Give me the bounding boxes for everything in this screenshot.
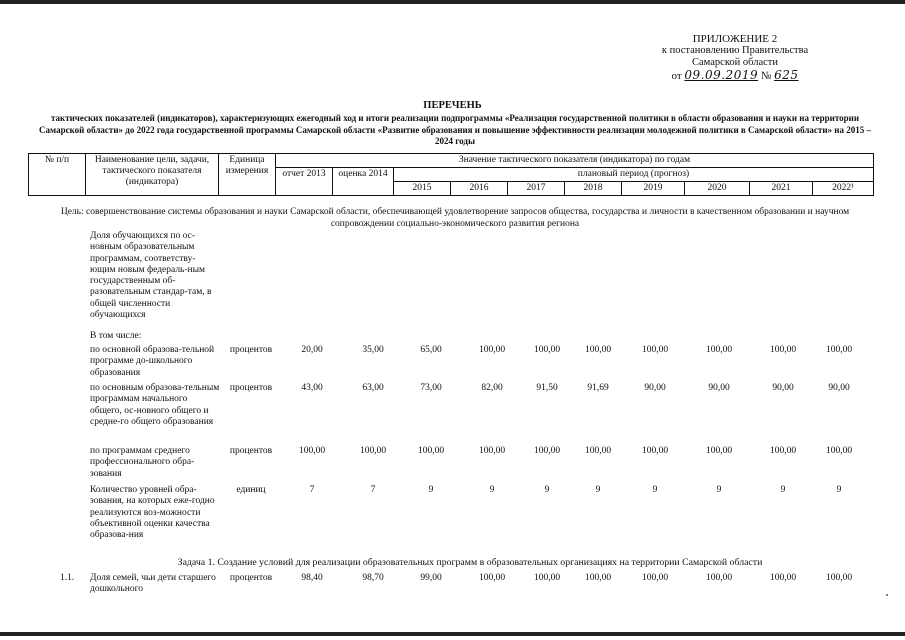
row-value: 100,00	[825, 345, 853, 355]
number-label: №	[760, 70, 772, 82]
row-value: 9	[836, 485, 842, 495]
row-value: 100,00	[641, 345, 669, 355]
header-year: 2016	[451, 182, 508, 196]
header-year: 2017	[508, 182, 565, 196]
header-num: № п/п	[29, 154, 86, 196]
row-value: 9	[716, 485, 722, 495]
row-unit: единиц	[236, 485, 266, 495]
row-name: Доля семей, чьи дети старшего дошкольного	[90, 573, 216, 595]
row-value: 100,00	[478, 446, 506, 456]
row-value: 100,00	[769, 345, 797, 355]
row-value: 100,00	[417, 446, 445, 456]
appendix-block	[600, 33, 870, 82]
row-value: 90,00	[828, 383, 850, 393]
header-year: 2019	[622, 182, 685, 196]
row-value: 98,40	[301, 573, 323, 583]
row-value: 98,70	[362, 573, 384, 583]
appendix-title: ПРИЛОЖЕНИЕ 2	[692, 33, 778, 45]
row-value: 90,00	[772, 383, 794, 393]
row-value: 91,50	[536, 383, 558, 393]
row-value: 9	[652, 485, 658, 495]
row-value: 7	[370, 485, 376, 495]
row-value: 65,00	[420, 345, 442, 355]
row-value: 7	[309, 485, 315, 495]
header-estimate-2014: оценка 2014	[333, 168, 394, 196]
row-value: 35,00	[362, 345, 384, 355]
row-value: 82,00	[481, 383, 503, 393]
row-value: 100,00	[584, 573, 612, 583]
header-value-group: Значение тактического показателя (индикатора) по годам	[276, 154, 874, 168]
header-year: 2020	[685, 182, 750, 196]
document-title: ПЕРЕЧЕНЬ	[423, 100, 482, 111]
header-name: Наименование цели, задачи, тактического показателя (индикатора)	[86, 154, 219, 196]
header-year: 2022¹	[813, 182, 874, 196]
row-value: 9	[595, 485, 601, 495]
row-unit: процентов	[229, 345, 273, 355]
appendix-line3: Самарской области	[692, 57, 778, 68]
row-value: 73,00	[420, 383, 442, 393]
row-name: Количество уровней обра-зования, на которых еже-годно реализуются воз-можности объективной оценки качества образова-ния	[90, 485, 215, 541]
row-value: 63,00	[362, 383, 384, 393]
row-value: 100,00	[298, 446, 326, 456]
row-value: 100,00	[584, 446, 612, 456]
row-name: по программам среднего профессионального обра-зования	[90, 446, 195, 479]
row-value: 100,00	[478, 345, 506, 355]
appendix-date-line	[600, 69, 870, 82]
row-value: 9	[489, 485, 495, 495]
including-label: В том числе:	[90, 331, 142, 341]
row-value: 91,69	[587, 383, 609, 393]
row-unit: процентов	[229, 573, 273, 583]
row-value: 100,00	[705, 573, 733, 583]
header-year: 2018	[565, 182, 622, 196]
row-value: 100,00	[641, 446, 669, 456]
task-1-heading: Задача 1. Создание условий для реализации образовательных программ в образовательных организациях на территории Самарской области	[177, 557, 763, 568]
header-year: 2015	[394, 182, 451, 196]
row-value: 9	[544, 485, 550, 495]
row-value: 100,00	[825, 573, 853, 583]
handwritten-date: 09.09.2019	[684, 68, 759, 82]
row-value: 100,00	[478, 573, 506, 583]
handwritten-number: 625	[774, 68, 799, 82]
scan-speck	[886, 594, 888, 596]
document-subtitle: тактических показателей (индикаторов), характеризующих ежегодный ход и итоги реализации подпрограммы «Реализация государственной политики в области образования и науки на территории Самарской области» до 2022 года государственной программы Самарской области «Развитие образования и повышение эффективности реализации молодежной политики в Самарской области» на 2015 – 2024 годы	[39, 113, 871, 146]
row-name: Доля обучающихся по ос-новным образовательным программам, соответству-ющим новым федераль-ным государственным об-разовательным стандар-там, в общей численности обучающихся	[90, 231, 212, 321]
row-value: 90,00	[644, 383, 666, 393]
row-value: 100,00	[584, 345, 612, 355]
row-value: 100,00	[533, 345, 561, 355]
row-name: по основной образова-тельной программе до-школьного образования	[90, 345, 215, 378]
scan-bottom-border	[0, 632, 905, 636]
header-report-2013: отчет 2013	[276, 168, 333, 196]
row-value: 100,00	[359, 446, 387, 456]
row-name: по основным образова-тельным программам начального общего, ос-новного общего и средне-го общего образования	[90, 383, 220, 427]
row-value: 100,00	[533, 446, 561, 456]
row-unit: процентов	[229, 383, 273, 393]
row-number: 1.1.	[60, 573, 75, 583]
table-header	[28, 153, 874, 196]
row-value: 100,00	[769, 446, 797, 456]
scan-top-border	[0, 0, 905, 4]
from-label: от	[671, 70, 682, 82]
row-value: 100,00	[769, 573, 797, 583]
header-unit: Единица измерения	[219, 154, 276, 196]
header-planned: плановый период (прогноз)	[394, 168, 874, 182]
row-value: 43,00	[301, 383, 323, 393]
row-value: 100,00	[641, 573, 669, 583]
row-value: 100,00	[705, 446, 733, 456]
header-year: 2021	[750, 182, 813, 196]
row-value: 100,00	[825, 446, 853, 456]
row-value: 99,00	[420, 573, 442, 583]
row-value: 90,00	[708, 383, 730, 393]
row-value: 9	[428, 485, 434, 495]
row-value: 9	[780, 485, 786, 495]
row-value: 100,00	[705, 345, 733, 355]
row-unit: процентов	[229, 446, 273, 456]
appendix-line2: к постановлению Правительства	[661, 45, 809, 56]
row-value: 100,00	[533, 573, 561, 583]
goal-text: Цель: совершенствование системы образования и науки Самарской области, обеспечивающей удовлетворение запросов общества, государства и личности в качественном образовании и научном сопровождении социально-экономического развития региона	[60, 207, 850, 229]
row-value: 20,00	[301, 345, 323, 355]
